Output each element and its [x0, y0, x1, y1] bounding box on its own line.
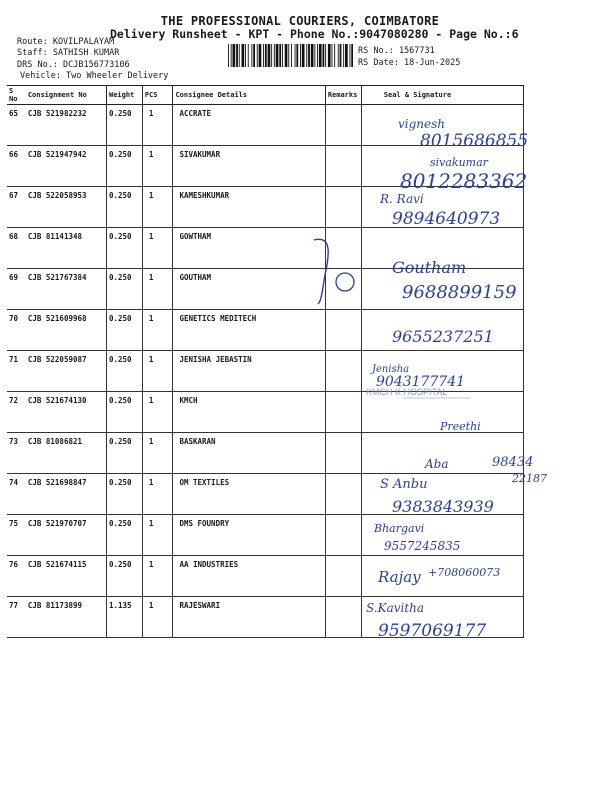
table-row	[7, 228, 524, 269]
cell-weight: 0.250	[106, 515, 142, 556]
table-row	[7, 146, 524, 187]
cell-pcs: 1	[142, 310, 173, 351]
cell-pcs: 1	[142, 597, 173, 638]
cell-pcs: 1	[142, 351, 173, 392]
cell-pcs: 1	[142, 146, 173, 187]
cell-signature	[361, 228, 523, 269]
cell-sno: 71	[7, 351, 26, 392]
cell-consignment: CJB 81086821	[26, 433, 107, 474]
cell-consignment: CJB 521609968	[26, 310, 107, 351]
handwritten-name-67: R. Ravi	[380, 192, 424, 206]
cell-consignment: CJB 81141348	[26, 228, 107, 269]
col-remarks: Remarks	[325, 86, 361, 105]
cell-sno: 77	[7, 597, 26, 638]
table-row	[7, 556, 524, 597]
cell-remarks	[325, 515, 361, 556]
cell-pcs: 1	[142, 474, 173, 515]
signature-76: Rajay	[378, 568, 421, 586]
cell-remarks	[325, 269, 361, 310]
cell-consignee: OM TEXTILES	[173, 474, 325, 515]
cell-consignee: GENETICS MEDITECH	[173, 310, 325, 351]
cell-remarks	[325, 433, 361, 474]
col-weight: Weight	[106, 86, 142, 105]
cell-sno: 66	[7, 146, 26, 187]
cell-signature	[361, 597, 523, 638]
handwritten-phone-65: 8015686855	[420, 131, 529, 151]
col-consignee: Consignee Details	[173, 86, 325, 105]
cell-remarks	[325, 351, 361, 392]
cell-consignment: CJB 521674115	[26, 556, 107, 597]
cell-sno: 76	[7, 556, 26, 597]
handwritten-phone-76: +708060073	[428, 566, 501, 579]
cell-weight: 1.135	[106, 597, 142, 638]
table-row	[7, 474, 524, 515]
handwritten-phone-77: 9597069177	[378, 621, 487, 641]
handwritten-phone-74: 9383843939	[392, 497, 494, 516]
rs-number: RS No.: 1567731	[358, 46, 435, 56]
cell-weight: 0.250	[106, 556, 142, 597]
signature-74b: S Anbu	[380, 477, 428, 492]
cell-consignee: SIVAKUMAR	[173, 146, 325, 187]
signature-69: Goutham	[392, 258, 467, 277]
cell-weight: 0.250	[106, 310, 142, 351]
cell-pcs: 1	[142, 556, 173, 597]
cell-consignment: CJB 81173899	[26, 597, 107, 638]
table-row	[7, 187, 524, 228]
cell-remarks	[325, 392, 361, 433]
cell-signature	[361, 474, 523, 515]
signature-72: Preethi	[440, 420, 481, 433]
cell-weight: 0.250	[106, 228, 142, 269]
table-row	[7, 310, 524, 351]
handwritten-phone-70: 9655237251	[392, 327, 494, 346]
cell-signature	[361, 105, 523, 146]
cell-remarks	[325, 474, 361, 515]
cell-pcs: 1	[142, 187, 173, 228]
handwritten-note-74b: 22187	[512, 472, 547, 485]
runsheet-subtitle: Delivery Runsheet - KPT - Phone No.:9047080280 - Page No.:6	[110, 27, 519, 41]
cell-weight: 0.250	[106, 187, 142, 228]
cell-remarks	[325, 556, 361, 597]
signature-65: vignesh	[398, 117, 446, 131]
cell-sno: 68	[7, 228, 26, 269]
handwritten-phone-69: 9688899159	[402, 282, 517, 303]
cell-weight: 0.250	[106, 146, 142, 187]
col-consignment: Consignment No	[26, 86, 107, 105]
cell-signature	[361, 310, 523, 351]
table-row	[7, 597, 524, 638]
cell-consignee: AA INDUSTRIES	[173, 556, 325, 597]
table-row	[7, 392, 524, 433]
cell-weight: 0.250	[106, 269, 142, 310]
cell-weight: 0.250	[106, 392, 142, 433]
handwritten-name-75: Bhargavi	[374, 522, 425, 535]
col-pcs: PCS	[142, 86, 173, 105]
cell-sno: 67	[7, 187, 26, 228]
cell-consignment: CJB 521947942	[26, 146, 107, 187]
cell-signature	[361, 269, 523, 310]
cell-signature	[361, 351, 523, 392]
cell-sno: 69	[7, 269, 26, 310]
table-row	[7, 433, 524, 474]
cell-consignee: BASKARAN	[173, 433, 325, 474]
cell-remarks	[325, 146, 361, 187]
cell-weight: 0.250	[106, 105, 142, 146]
cell-pcs: 1	[142, 105, 173, 146]
route-label: Route: KOVILPALAYAM	[17, 37, 115, 47]
table-row	[7, 269, 524, 310]
cell-signature	[361, 433, 523, 474]
cell-weight: 0.250	[106, 433, 142, 474]
cell-pcs: 1	[142, 269, 173, 310]
cell-consignment: CJB 521982232	[26, 105, 107, 146]
table-header-row	[7, 86, 524, 105]
drs-number: DRS No.: DCJB156773106	[17, 60, 130, 70]
cell-weight: 0.250	[106, 351, 142, 392]
cell-sno: 72	[7, 392, 26, 433]
table-row	[7, 515, 524, 556]
cell-consignee: GOWTHAM	[173, 228, 325, 269]
cell-pcs: 1	[142, 392, 173, 433]
signature-74: Aba	[425, 457, 449, 471]
hospital-stamp: KMCH K HOSPITAL	[366, 387, 448, 397]
cell-consignment: CJB 521767384	[26, 269, 107, 310]
signature-71: Jenisha	[372, 364, 410, 375]
cell-signature	[361, 556, 523, 597]
cell-consignment: CJB 521970707	[26, 515, 107, 556]
staff-label: Staff: SATHISH KUMAR	[17, 48, 120, 58]
barcode	[228, 44, 353, 67]
vehicle-label: Vehicle: Two Wheeler Delivery	[20, 71, 169, 81]
handwritten-phone-71: 9043177741	[376, 374, 466, 390]
cell-sno: 74	[7, 474, 26, 515]
cell-signature	[361, 515, 523, 556]
cell-pcs: 1	[142, 433, 173, 474]
cell-sno: 70	[7, 310, 26, 351]
cell-weight: 0.250	[106, 474, 142, 515]
handwritten-phone-75: 9557245835	[384, 539, 461, 553]
rs-date: RS Date: 18-Jun-2025	[358, 58, 461, 68]
table-row	[7, 105, 524, 146]
cell-consignee: KAMESHKUMAR	[173, 187, 325, 228]
cell-remarks	[325, 310, 361, 351]
cell-remarks	[325, 228, 361, 269]
cell-consignee: ACCRATE	[173, 105, 325, 146]
cell-consignee: JENISHA JEBASTIN	[173, 351, 325, 392]
cell-sno: 65	[7, 105, 26, 146]
col-sno: S No	[7, 86, 26, 105]
col-signature: Seal & Signature	[361, 86, 523, 105]
cell-consignment: CJB 522058953	[26, 187, 107, 228]
cell-signature	[361, 392, 523, 433]
handwritten-phone-67: 9894640973	[392, 209, 501, 229]
handwritten-name-77: S.Kavitha	[366, 601, 425, 615]
cell-remarks	[325, 187, 361, 228]
cell-remarks	[325, 597, 361, 638]
cell-signature	[361, 187, 523, 228]
runsheet-table	[7, 85, 524, 638]
cell-consignee: GOUTHAM	[173, 269, 325, 310]
cell-pcs: 1	[142, 228, 173, 269]
cell-sno: 73	[7, 433, 26, 474]
cell-remarks	[325, 105, 361, 146]
handwritten-note-74a: 98434	[492, 455, 534, 470]
signature-66: sivakumar	[430, 156, 488, 169]
cell-consignment: CJB 521674130	[26, 392, 107, 433]
table-row	[7, 351, 524, 392]
cell-signature	[361, 146, 523, 187]
cell-consignment: CJB 521698847	[26, 474, 107, 515]
handwritten-phone-66: 8012283362	[400, 169, 528, 193]
cell-consignee: DMS FOUNDRY	[173, 515, 325, 556]
cell-sno: 75	[7, 515, 26, 556]
cell-consignment: CJB 522059087	[26, 351, 107, 392]
company-title: THE PROFESSIONAL COURIERS, COIMBATORE	[160, 14, 440, 28]
cell-pcs: 1	[142, 515, 173, 556]
cell-consignee: RAJESWARI	[173, 597, 325, 638]
cell-consignee: KMCH	[173, 392, 325, 433]
